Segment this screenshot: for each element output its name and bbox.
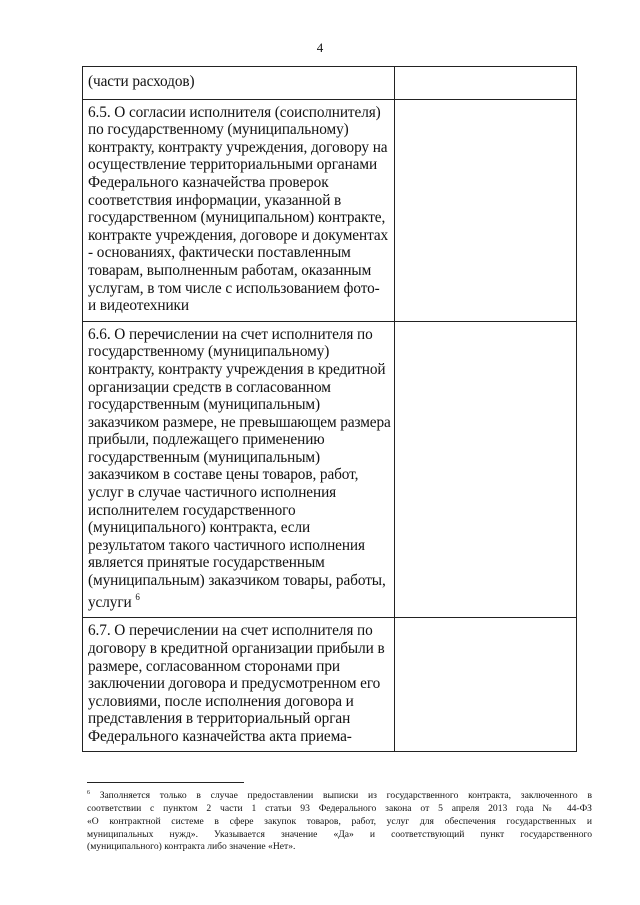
footnote-text: муниципальных нужд». Указывается значение «Да» и соответствующий пункт государственного [87,828,592,840]
item-text-line: товарам, выполненным работам, оказанным [88,261,372,279]
footnote-line [87,803,592,816]
item-text-line: заказчиком размере, не превышающем размера [88,413,391,431]
item-text-line: 6.6. О перечислении на счет исполнителя по [88,325,373,343]
answer-cell [395,321,577,618]
footnote-line [87,841,592,854]
item-text-line: контракту, контракту учреждения, договору на [88,138,388,156]
item-text-line: услуги $^6$ [88,591,140,611]
table-row [83,99,577,321]
document-table [82,66,577,752]
answer-cell [395,99,577,321]
item-text-line: и видеотехники [88,297,189,315]
footnote-line [87,787,592,803]
item-text-line: условиями, после исполнения договора и [88,692,354,710]
item-text-line: исполнителем государственного [88,501,296,519]
item-text-line: размере, согласованном сторонами при [88,657,340,675]
item-text-line: (муниципальным) заказчиком товары, работы, [88,572,386,590]
item-text-line: государственным (муниципальным) [88,448,320,466]
item-text-line: - основаниях, фактически поставленным [88,244,351,262]
footnote-separator [87,782,244,783]
item-text-cell [83,321,395,618]
table-row [83,321,577,618]
answer-cell [395,618,577,752]
item-text-line: контракте учреждения, договоре и документах [88,226,389,244]
item-text-line: заключении договора и предусмотренном его [88,675,381,693]
item-text-line: соответствия информации, указанной в [88,191,342,209]
item-text-line: результатом такого частичного исполнения [88,536,365,554]
item-text-line: 6.7. О перечислении на счет исполнителя по [88,622,373,640]
item-text-line: услуг в случае частичного исполнения [88,484,337,502]
item-text-line: Федерального казначейства акта приема- [88,727,352,745]
item-text-line: (части расходов) [88,73,195,90]
item-text-line: услугам, в том числе с использованием фото- [88,279,380,297]
item-text-line: организации средств в согласованном [88,378,331,396]
item-text-line: государственным (муниципальным) [88,396,320,414]
footnote-text: (муниципального) контракта либо значение «Нет». [87,841,296,853]
item-text-line: 6.5. О согласии исполнителя (соисполнителя) [88,103,381,121]
footnote-marker: 6 [87,790,90,796]
footnote [87,787,592,854]
table-row [83,618,577,752]
item-text-line: представления в территориальный орган [88,710,351,728]
item-text-line: договору в кредитной организации прибыли в [88,639,385,657]
table-row [83,67,577,100]
item-text-line: является принятые государственным [88,554,325,572]
item-text-line: прибыли, подлежащего применению [88,431,325,449]
answer-cell [395,67,577,100]
item-text-line: осуществление территориальными органами [88,156,378,174]
item-text-line: заказчиком в составе цены товаров, работ, [88,466,359,484]
footnote-line [87,816,592,829]
item-text-line: Федерального казначейства проверок [88,173,329,191]
item-text-line: по государственному (муниципальному) [88,121,349,139]
footnote-line [87,829,592,842]
item-text-line: контракту, контракту учреждения в кредитной [88,360,386,378]
item-text-line: государственному (муниципальному) [88,343,330,361]
item-text-cell [83,67,395,100]
footnote-text: соответствии с пунктом 2 части 1 статьи 93 Федерального закона от 5 апреля 2013 года № 44-ФЗ [87,802,592,814]
item-text-line: (муниципального) контракта, если [88,519,311,537]
item-text-line: государственном (муниципальном) контракте, [88,209,386,227]
item-text-cell [83,99,395,321]
footnote-reference: 6 [135,591,140,602]
footnote-text: «О контрактной системе в сфере закупок товаров, работ, услуг для обеспечения государственных и [87,815,592,827]
footnote-text: Заполняется только в случае предоставлении выписки из государственного контракта, заключенного в [99,790,592,802]
item-text-cell [83,618,395,752]
page-number: 4 [316,40,324,55]
